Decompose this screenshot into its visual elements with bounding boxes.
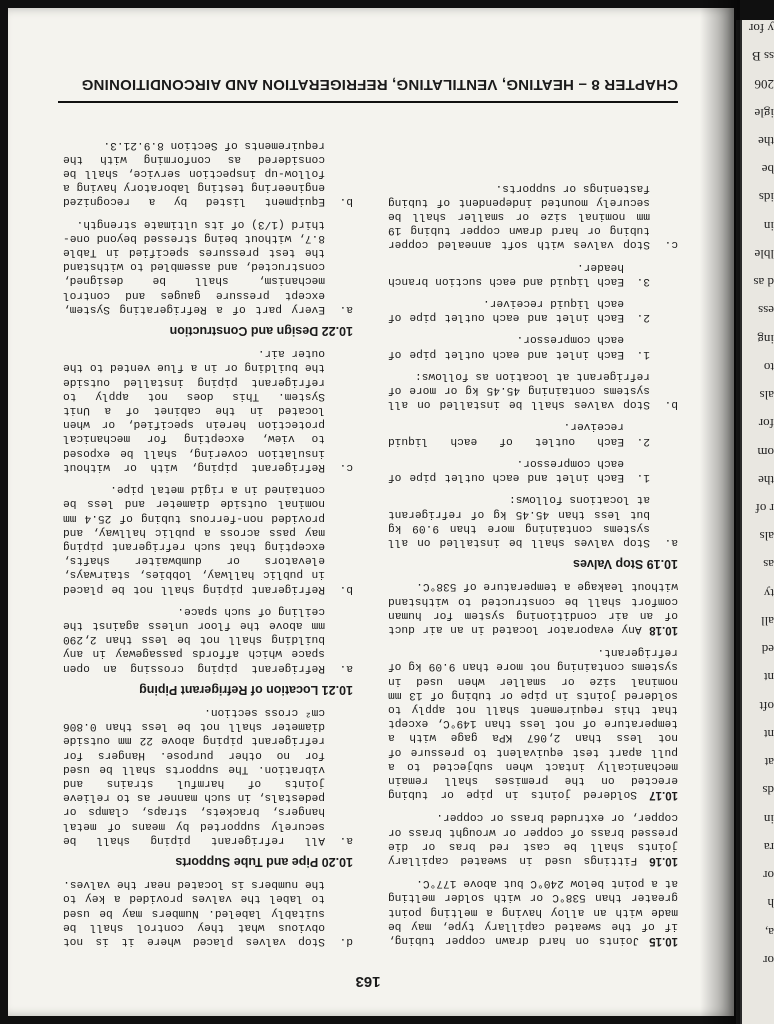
- adjacent-page-text-fragment: oft: [759, 698, 774, 714]
- list-item-design-a: [63, 216, 353, 315]
- left-column: [388, 173, 678, 948]
- right-column: [63, 129, 353, 948]
- list-item-location-a: [63, 604, 353, 675]
- chapter-title: CHAPTER 8 – HEATING, VENTILATING, REFRIGERATION AND AIRCONDITIONING: [81, 76, 678, 93]
- adjacent-page-text-fragment: a,: [764, 924, 774, 940]
- page-number: 163: [355, 973, 381, 990]
- item-text: Stop valves placed where it is not obvious what they control shall be suitably labeled. Numbers may be used to label the valves provided a key to the numbers is located near the valves.: [63, 878, 325, 947]
- page-content-rotated: [58, 48, 678, 1008]
- list-item-supports-a: [63, 705, 353, 847]
- item-label: a.: [664, 535, 678, 548]
- item-label: d.: [339, 935, 353, 947]
- adjacent-page-text-fragment: nt: [763, 670, 774, 686]
- list-item-location-b: [63, 482, 353, 596]
- adjacent-page-text-fragment: in: [763, 811, 774, 827]
- chapter-rule: [58, 101, 678, 103]
- item-label: a.: [339, 833, 353, 846]
- adjacent-page-text-fragment: r of: [755, 501, 774, 516]
- item-label: b.: [339, 582, 353, 595]
- adjacent-page-text-fragment: ed: [761, 642, 774, 658]
- paragraph-text: Fittings used in sweated capillary joints shall be cast red bras or die pressed brass of copper or wrought brass or copper, or extruded brass or copper.: [388, 811, 678, 866]
- item-label: 1.: [636, 347, 650, 360]
- sub-item-b1: [388, 332, 650, 360]
- item-label: b.: [664, 398, 678, 411]
- adjacent-page-text-fragment: om: [757, 444, 774, 460]
- item-label: c.: [664, 238, 678, 251]
- adjacent-page-text-fragment: or: [763, 868, 774, 884]
- paragraph-10-16: [388, 810, 678, 868]
- heading-stop-valves: 10.19 Stop Valves: [573, 557, 678, 572]
- adjacent-page-text-fragment: y for: [749, 21, 774, 36]
- item-text: Every part of a Refrigerating System, except pressure gauges and control mechanism, shall be designed, constructed, and assembled to withstand the test pressures specified in Table 8.7, without being stressed beyond one-third (1/3) of its ultimate strength.: [63, 217, 325, 315]
- item-text: Each outlet of each liquid receiver.: [388, 420, 624, 447]
- section-number: 10.17: [649, 789, 678, 802]
- item-text: Each inlet and each outlet pipe of each liquid receiver.: [388, 297, 624, 324]
- list-item-location-c: [63, 346, 353, 474]
- paragraph-text: Soldered joints in pipe or tubing erected on the premises shall remain mechanically intact when subjected to a pull apart test equivalent to pressure of not less than 2,067 KPa gage with a temperature of not less than 149°C, except that this requirement shall not apply to soldered joints in pipe or tubing of 13 mm nominal size or smaller when used in systems containing not more than 9.09 kg of refrigerant.: [388, 646, 678, 801]
- list-item-a: [388, 492, 678, 549]
- paragraph-10-18: [388, 579, 678, 637]
- item-label: 2.: [636, 311, 650, 324]
- item-text: Refrigerant piping crossing an open space which affords passageway in any building shall not be less than 2,290 mm above the floor unless against the ceiling of such space.: [63, 604, 325, 674]
- item-text: All refrigerant piping shall be securely supported by means of metal hangers, brackets, straps, clamps or pedestals, in such manner as to relieve joints of harmful strains and vibration. The supports shall be used for no other purpose. Hangers for refrigerant piping above 22 mm outside diameter shall not be less than 0.806 cm² cross section.: [63, 705, 325, 846]
- list-item-design-b: [63, 137, 353, 208]
- item-label: a.: [339, 661, 353, 674]
- paragraph-text: Any evaporator located in an air duct of an air conditioning system for human comfort shall be constructed to withstand without leakage a temperature of 538°C.: [387, 580, 678, 635]
- sub-item-a1: [388, 456, 650, 484]
- item-text: Stop valves shall be installed on all systems containing 45.45 kg or more of refrigerant at location as follows:: [388, 369, 650, 411]
- adjacent-page-text-fragment: all: [761, 613, 774, 629]
- adjacent-page-edge: [736, 20, 774, 1024]
- adjacent-page-text-fragment: nt: [763, 726, 774, 742]
- heading-location-piping: 10.21 Location of Refrigerant Piping: [139, 682, 353, 697]
- item-text: Stop valves shall be installed on all systems containing more than 9.09 kg but less than 45.45 kg of refrigerant at locations follows:: [388, 493, 650, 548]
- item-text: Each liquid and each suction branch header.: [388, 260, 624, 287]
- list-item-c: [388, 180, 678, 251]
- item-text: Equipment listed by a recognized engineering testing laboratory having a follow-up inspection service, shall be considered as conforming with the requirements of Section 8.9.21.3.: [63, 138, 325, 208]
- adjacent-page-text-fragment: for: [758, 416, 774, 432]
- adjacent-page-text-fragment: ing: [757, 331, 774, 347]
- adjacent-page-text-fragment: to: [763, 359, 774, 375]
- adjacent-page-text-fragment: als: [759, 388, 774, 404]
- adjacent-page-text-fragment: igle: [754, 105, 774, 121]
- heading-pipe-supports: 10.20 Pipe and Tube Supports: [175, 854, 353, 869]
- item-text: Refrigerant piping, with or without insulation covering, shall be exposed to view, excepting for mechanical protection herein specified, or when located in the cabinet of a Unit System. This does not apply to refrigerant piping installed outside the building or in a flue vented to the outer air.: [63, 347, 325, 473]
- list-item-d: [63, 877, 353, 948]
- sub-item-a2: [388, 419, 650, 447]
- item-label: 1.: [636, 471, 650, 484]
- paragraph-10-17: [388, 645, 678, 802]
- section-number: 10.16: [649, 854, 678, 867]
- adjacent-page-text-fragment: the: [758, 472, 774, 488]
- adjacent-page-text-fragment: at: [764, 755, 774, 771]
- item-label: c.: [339, 460, 353, 473]
- adjacent-page-text-fragment: d as: [753, 275, 774, 291]
- item-label: b.: [339, 195, 353, 208]
- adjacent-page-text-fragment: als: [759, 529, 774, 545]
- adjacent-page-text-fragment: 206: [754, 77, 774, 93]
- document-page: [8, 8, 734, 1016]
- item-text: Stop valves with soft annealed copper tubing or hard drawn copper tubing 19 mm nominal size or smaller shall be securely mounted independent of tubing fastenings or supports.: [388, 181, 650, 251]
- item-text: Refrigerant piping shall not be placed in public hallway, lobbies, stairways, elevators or dumbwaiter shafts, excepting that such refrigerant piping may pass across a public hallway, and provided non-ferrous tubing of 25.4 mm nominal outside diameter and less be contained in a rigid metal pipe.: [63, 483, 325, 595]
- item-label: 2.: [636, 434, 650, 447]
- adjacent-page-text-fragment: be: [761, 162, 774, 178]
- adjacent-page-text-fragment: h: [767, 896, 774, 912]
- sub-item-b3: [388, 259, 650, 287]
- adjacent-page-text-fragment: or: [763, 952, 774, 968]
- section-number: 10.15: [649, 935, 678, 947]
- sub-item-b2: [388, 296, 650, 324]
- adjacent-page-text-fragment: the: [758, 133, 774, 149]
- list-item-b: [388, 369, 678, 412]
- adjacent-page-text-fragment: as: [763, 557, 774, 573]
- adjacent-page-text-fragment: ds: [762, 783, 774, 799]
- paragraph-10-15: [388, 876, 678, 948]
- section-number: 10.18: [649, 623, 678, 636]
- adjacent-page-text-fragment: in: [763, 218, 774, 234]
- adjacent-page-text-fragment: ty: [763, 585, 774, 601]
- paragraph-text: Joints on hard drawn copper tubing, if of the sweated capillary type, may be made with an alloy having a melting point greater than 538°C or with solder melting at a point below 240°C but above 177°C.: [388, 877, 678, 946]
- adjacent-page-text-fragment: ss B: [751, 49, 774, 65]
- item-label: a.: [339, 302, 353, 315]
- adjacent-page-text-fragment: lble: [754, 246, 774, 262]
- item-text: Each inlet and each outlet pipe of each compressor.: [388, 333, 624, 360]
- item-text: Each inlet and each outlet pipe of each compressor.: [388, 456, 624, 484]
- heading-design-construction: 10.22 Design and Construction: [169, 324, 353, 339]
- adjacent-page-text-fragment: ra: [763, 839, 774, 855]
- adjacent-page-text-fragment: ess: [758, 303, 774, 319]
- adjacent-page-text-fragment: ids: [758, 190, 774, 206]
- item-label: 3.: [636, 274, 650, 287]
